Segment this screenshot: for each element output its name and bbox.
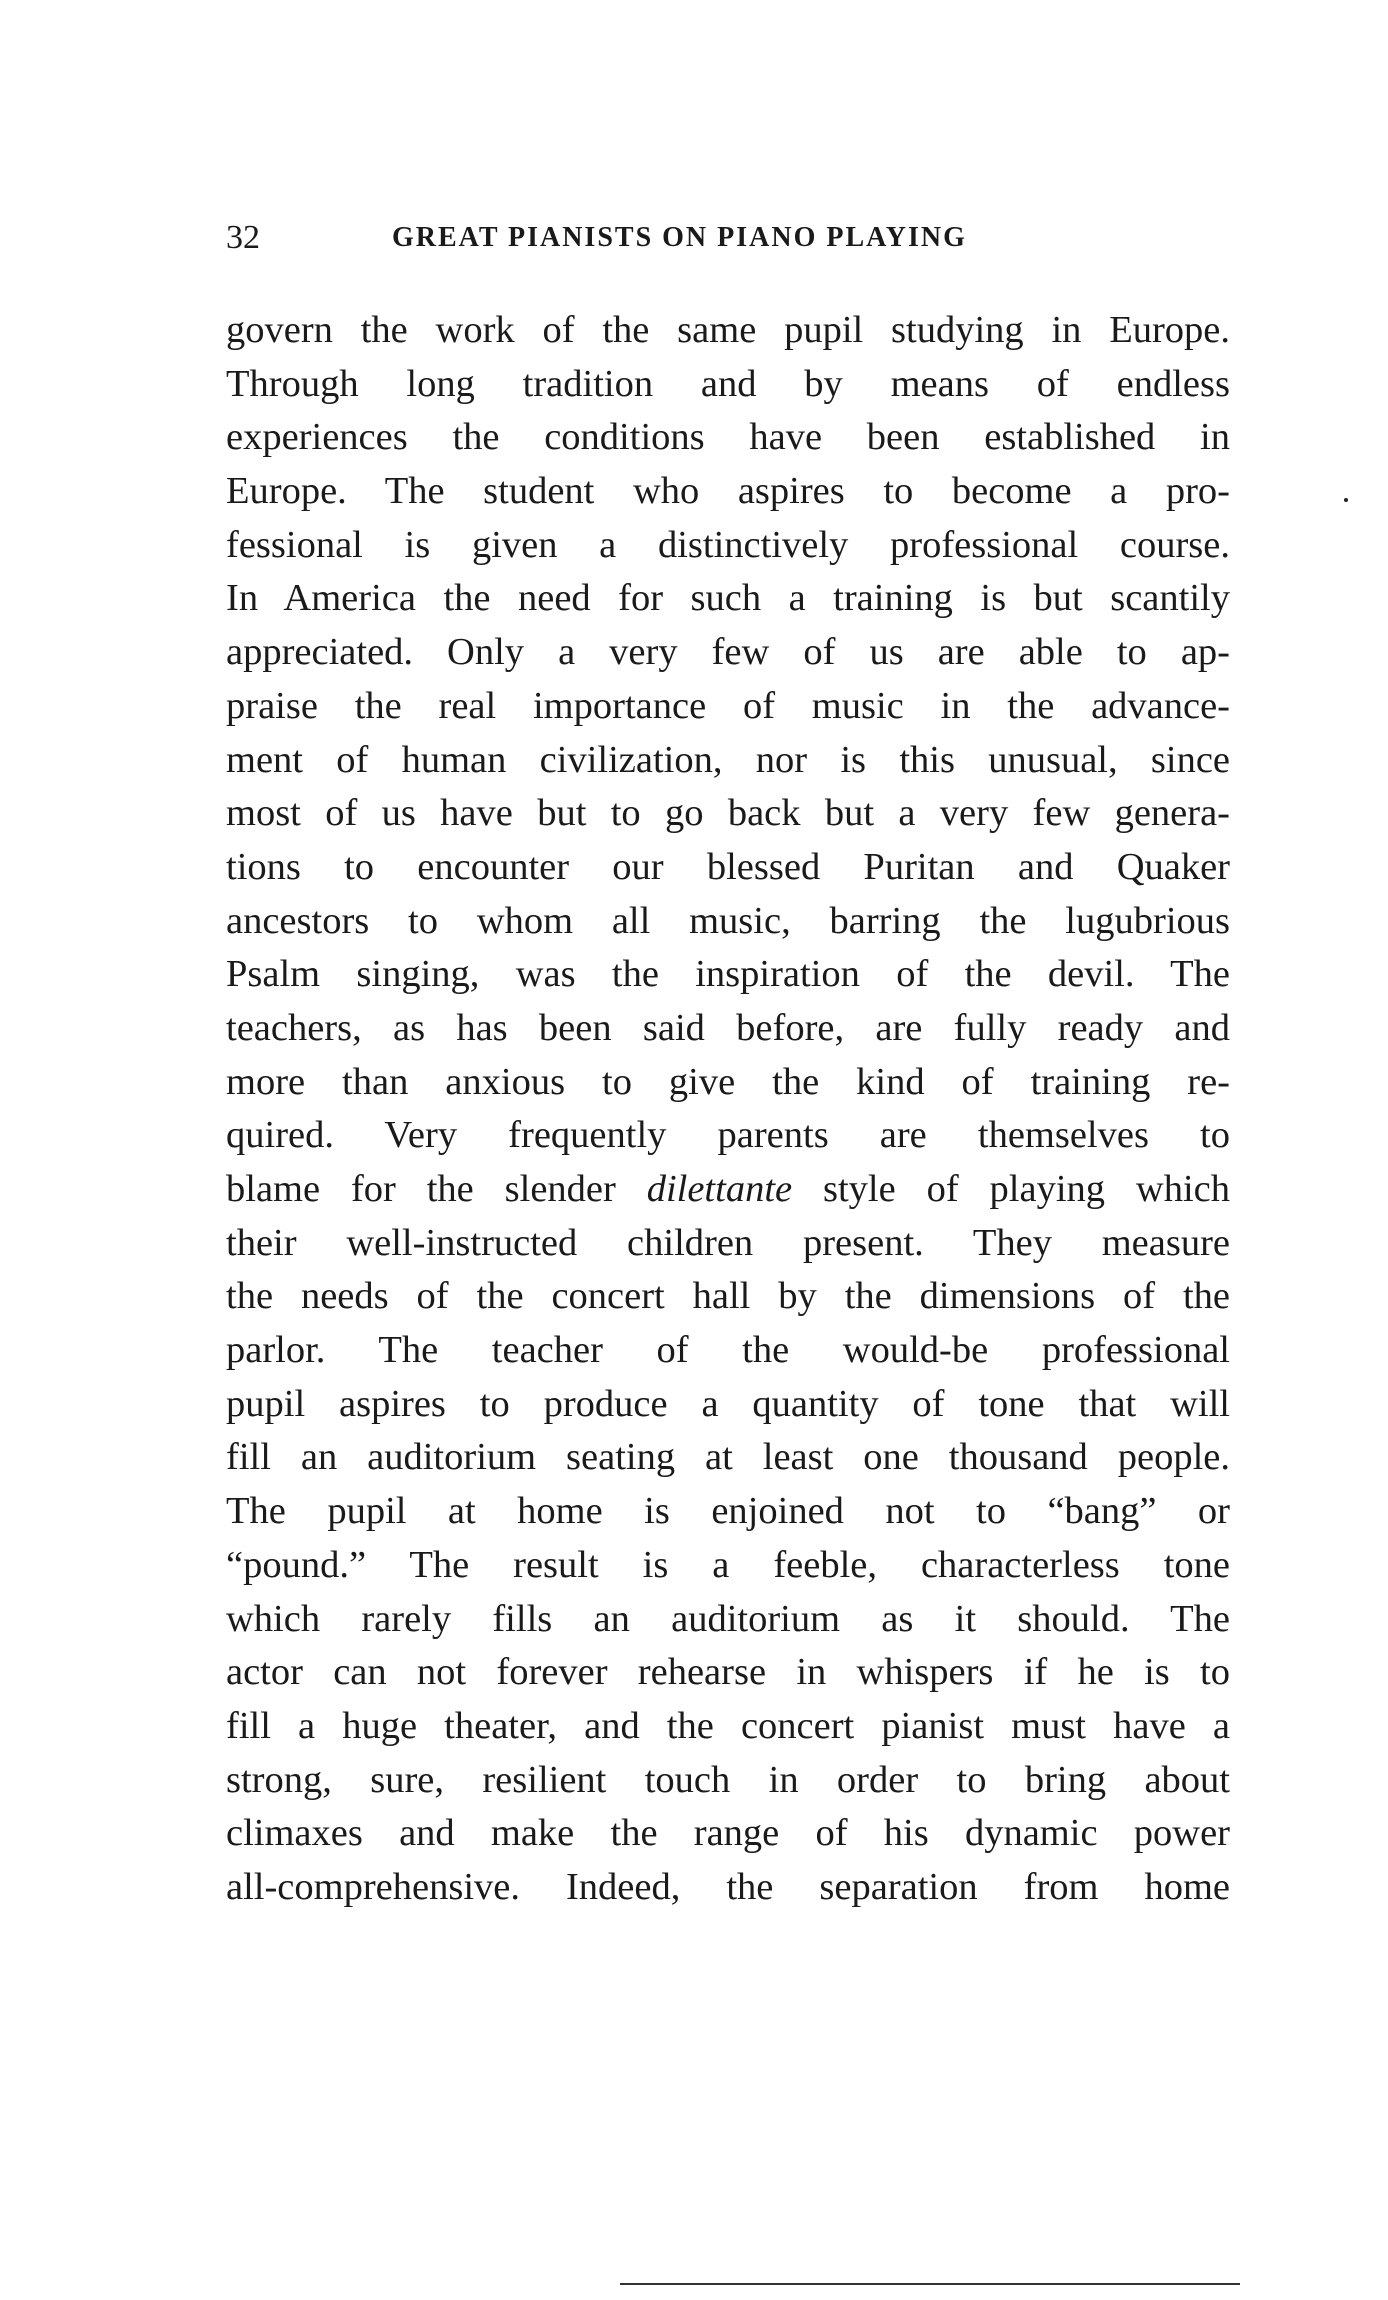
text-line: climaxes and make the range of his dynamic power [226, 1812, 1230, 1855]
text-line: fessional is given a distinctively professional course. [226, 523, 1230, 566]
running-head: GREAT PIANISTS ON PIANO PLAYING [392, 222, 967, 253]
body-text [226, 304, 1230, 1915]
page-number: 32 [226, 219, 260, 256]
text-line-with-italic [226, 1163, 1230, 1217]
text-line: In America the need for such a training is but scantily [226, 577, 1230, 620]
text-line: fill an auditorium seating at least one thousand people. [226, 1436, 1230, 1479]
text-line: more than anxious to give the kind of training re- [226, 1060, 1230, 1103]
text-line: which rarely fills an auditorium as it should. The [226, 1597, 1230, 1640]
text-line: Europe. The student who aspires to become a pro- [226, 470, 1230, 513]
text-line: tions to encounter our blessed Puritan and Quaker [226, 845, 1230, 888]
text-line: their well-instructed children present. They measure [226, 1221, 1230, 1264]
bottom-rule [620, 2283, 1240, 2285]
text-line: appreciated. Only a very few of us are able to ap- [226, 631, 1230, 674]
line-17-before: blame for the slender [226, 1168, 647, 1210]
page-header [226, 218, 1230, 258]
italic-term-dilettante: dilettante [646, 1168, 793, 1210]
text-line: teachers, as has been said before, are fully ready and [226, 1006, 1230, 1049]
text-line: all-comprehensive. Indeed, the separation from home [226, 1865, 1230, 1908]
text-line: fill a huge theater, and the concert pianist must have a [226, 1704, 1230, 1747]
text-line: actor can not forever rehearse in whispers if he is to [226, 1651, 1230, 1694]
text-line: most of us have but to go back but a very few genera- [226, 792, 1230, 835]
text-line: Psalm singing, was the inspiration of the devil. The [226, 953, 1230, 996]
print-speck [1344, 498, 1348, 502]
text-line: “pound.” The result is a feeble, characterless tone [226, 1543, 1230, 1586]
text-line: quired. Very frequently parents are themselves to [226, 1114, 1230, 1157]
text-line: praise the real importance of music in the advance- [226, 684, 1230, 727]
text-line: the needs of the concert hall by the dimensions of the [226, 1275, 1230, 1318]
text-line: strong, sure, resilient touch in order to bring about [226, 1758, 1230, 1801]
text-line: The pupil at home is enjoined not to “bang” or [226, 1490, 1230, 1533]
text-line: ment of human civilization, nor is this unusual, since [226, 738, 1230, 781]
text-line: pupil aspires to produce a quantity of tone that will [226, 1382, 1230, 1425]
text-line: Through long tradition and by means of endless [226, 362, 1230, 405]
text-line: govern the work of the same pupil studying in Europe. [226, 309, 1230, 351]
text-line: experiences the conditions have been established in [226, 416, 1230, 459]
text-line: ancestors to whom all music, barring the lugubrious [226, 899, 1230, 942]
line-17-after: style of playing which [792, 1168, 1231, 1210]
text-line: parlor. The teacher of the would-be professional [226, 1329, 1230, 1372]
